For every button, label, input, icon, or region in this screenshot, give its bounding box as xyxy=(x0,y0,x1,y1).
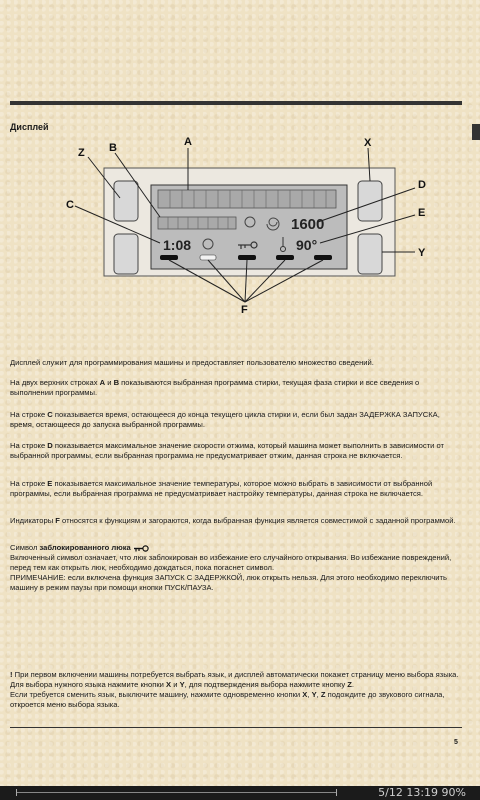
time-value: 1:08 xyxy=(163,237,192,253)
bottom-rule xyxy=(10,727,462,728)
lcd-row-a xyxy=(158,190,336,208)
language-change-sep-2: , xyxy=(316,690,321,699)
status-text: 5/12 13:19 90% xyxy=(378,786,466,799)
paragraph-row-e xyxy=(10,479,462,499)
indicators-text-1: Индикаторы xyxy=(10,516,56,525)
language-select-key-y: Y xyxy=(179,680,185,689)
progress-start-tick xyxy=(16,789,17,796)
reader-status-bar xyxy=(0,786,480,800)
rows-ab-letter-b: B xyxy=(113,378,120,387)
section-title: Дисплей xyxy=(10,122,49,132)
row-e-letter: E xyxy=(47,479,53,488)
lock-symbol-title: заблокированного люка xyxy=(39,543,131,552)
rows-ab-text-2: и xyxy=(105,378,114,387)
paragraph-row-d xyxy=(10,441,462,461)
button-left-bottom xyxy=(114,234,138,274)
indicator-1 xyxy=(160,255,178,260)
language-change-key-x: X xyxy=(302,690,308,699)
indicator-5 xyxy=(314,255,332,260)
lock-description: Включенный символ означает, что люк заблокирован во избежание его случайного открывания. Во избежание повреждений, перед тем как открыть люк, необходимо дождаться, пока погаснет символ. xyxy=(10,553,452,572)
button-y xyxy=(358,234,382,274)
language-change-key-y: Y xyxy=(311,690,317,699)
row-c-text-2: показывается время, остающееся до конца текущего цикла стирки и, если был задан ЗАДЕРЖКА ЗАПУСКА, время, остающееся до запуска выбранной программы. xyxy=(10,410,440,429)
language-change-text-2: подождите до звукового сигнала, откроется меню выбора языка. xyxy=(10,690,445,709)
top-rule xyxy=(10,101,462,105)
rows-ab-text-3: показываются выбранная программа стирки, текущая фаза стирки и все сведения о выполнении программы. xyxy=(10,378,420,397)
row-c-letter: C xyxy=(47,410,53,419)
indicators-letter: F xyxy=(55,516,60,525)
label-a: A xyxy=(184,136,192,148)
row-c-text-1: На строке xyxy=(10,410,48,419)
display-diagram xyxy=(0,130,480,320)
label-c: C xyxy=(66,199,74,211)
label-b: B xyxy=(109,142,117,154)
paragraph-rows-ab xyxy=(10,378,462,398)
language-change-sep-1: , xyxy=(307,690,312,699)
indicator-2 xyxy=(200,255,216,260)
row-e-text-1: На строке xyxy=(10,479,48,488)
language-note-text-1: При первом включении машины потребуется выбрать язык, и дисплей автоматически покажет страницу меню выбора языка. xyxy=(12,670,459,679)
indicator-4 xyxy=(276,255,294,260)
row-d-letter: D xyxy=(47,441,53,450)
label-d: D xyxy=(418,179,426,191)
label-z: Z xyxy=(78,147,85,159)
lock-note: ПРИМЕЧАНИЕ: если включена функция ЗАПУСК С ЗАДЕРЖКОЙ, люк открыть нельзя. Для этого необходимо переключить машину в режим паузы при помощи кнопки ПУСК/ПАУЗА. xyxy=(10,573,447,592)
reading-progress-track[interactable] xyxy=(16,792,336,793)
language-select-text-2: и xyxy=(171,680,180,689)
button-z xyxy=(114,181,138,221)
paragraph-row-c xyxy=(10,410,462,430)
lcd-row-b xyxy=(158,217,236,229)
rows-ab-letter-a: A xyxy=(99,378,106,387)
row-d-text-1: На строке xyxy=(10,441,48,450)
language-select-text-3: , для подтверждения выбора нажмите кнопку xyxy=(184,680,348,689)
row-d-text-2: показывается максимальное значение скорости отжима, который машина может выполнить в зависимости от выбранной программы, если выбранная программа не предусматривает отжим, данная строка не включается. xyxy=(10,441,445,460)
language-select-key-z: Z xyxy=(347,680,352,689)
indicators-text-2: относятся к функциям и загораются, когда выбранная функция является совместимой с заданной программой. xyxy=(59,516,456,525)
language-select-text-4: . xyxy=(351,680,355,689)
progress-end-tick xyxy=(336,789,337,796)
paragraph-intro xyxy=(10,358,462,368)
rows-ab-text-1: На двух верхних строках xyxy=(10,378,100,387)
language-select-key-x: X xyxy=(166,680,172,689)
intro-text: Дисплей служит для программирования машины и предоставляет пользователю множество сведений. xyxy=(10,358,374,367)
key-icon xyxy=(133,545,149,552)
lock-symbol-prefix: Символ xyxy=(10,543,40,552)
page-number: 5 xyxy=(454,739,458,746)
label-f: F xyxy=(241,304,248,316)
temp-value: 90° xyxy=(296,237,318,253)
label-e: E xyxy=(418,207,426,219)
paragraph-indicators-f xyxy=(10,516,462,526)
spin-value: 1600 xyxy=(291,216,325,233)
language-change-text-1: Если требуется сменить язык, выключите машину, нажмите одновременно кнопки xyxy=(10,690,303,699)
label-y: Y xyxy=(418,247,426,259)
warning-mark: ! xyxy=(10,670,13,679)
row-e-text-2: показывается максимальное значение температуры, которое можно выбрать в зависимости от выбранной программы, если выбранная программа не предусматривает настройку температуры, данная строка не включается. xyxy=(10,479,433,498)
indicator-3 xyxy=(238,255,256,260)
label-x: X xyxy=(364,137,372,149)
paragraph-door-lock xyxy=(10,543,462,593)
language-select-text-1: Для выбора нужного языка нажмите кнопки xyxy=(10,680,167,689)
language-change-key-z: Z xyxy=(320,690,326,699)
language-note xyxy=(10,670,462,710)
